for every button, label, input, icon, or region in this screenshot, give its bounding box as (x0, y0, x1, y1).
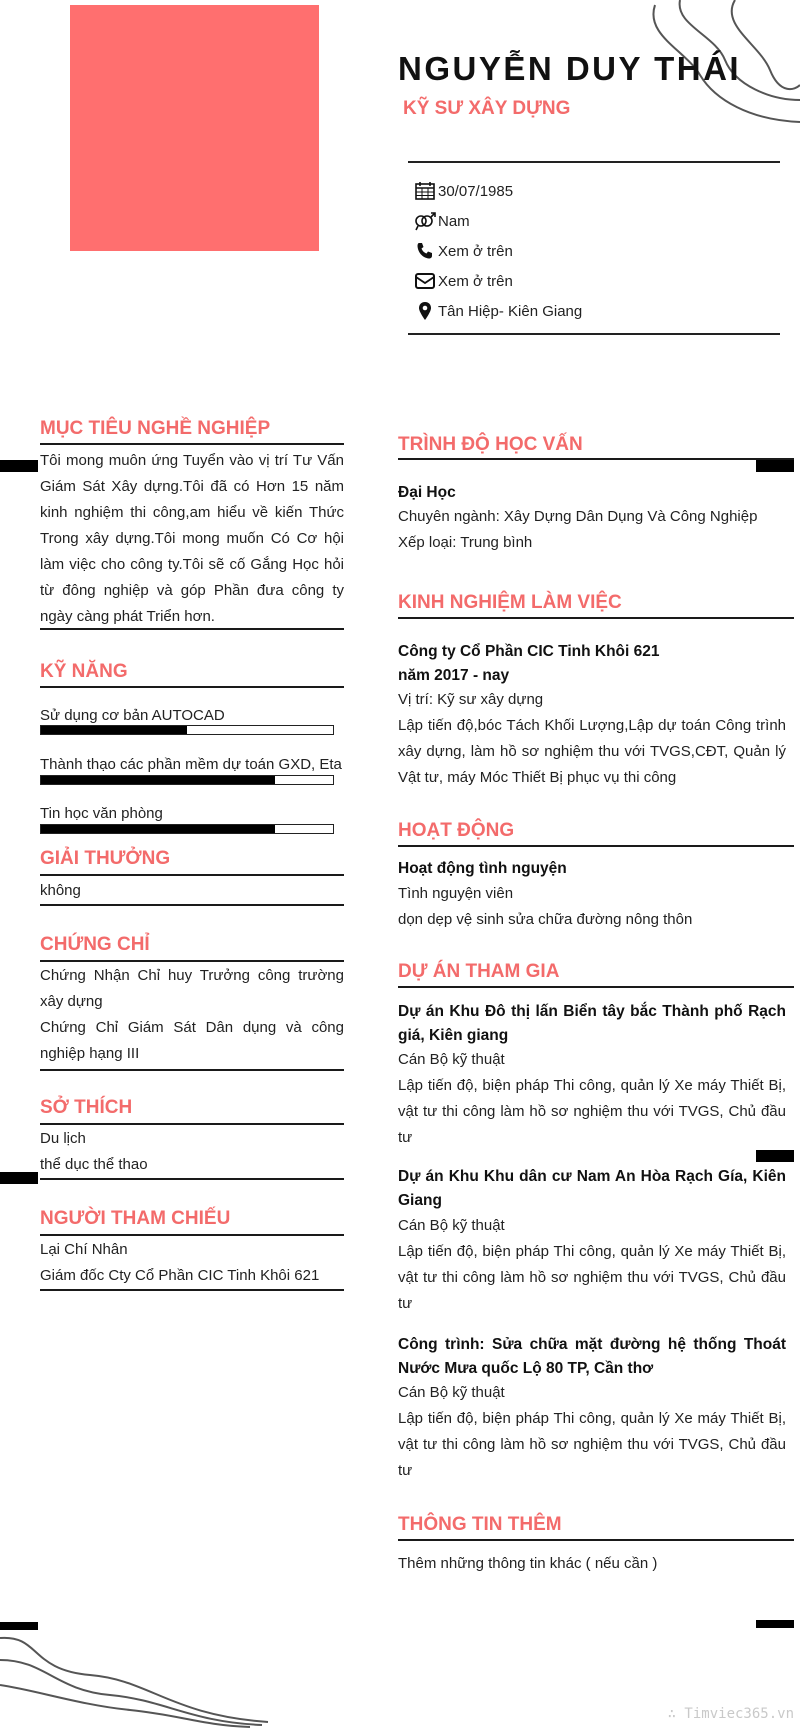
contact-row-birthdate (414, 176, 784, 206)
skill-progress-fill (41, 825, 275, 833)
section-underline (398, 845, 794, 847)
certificate-item: Chứng Nhận Chỉ huy Trưởng công trường xây dựng (40, 967, 344, 1010)
section-underline (40, 960, 344, 962)
email-icon (414, 271, 436, 291)
project-description: Lập tiến độ, biện pháp Thi công, quản lý Xe máy Thiết Bị, vật tư thi công làm hồ sơ nghiệm thu với TVGS, Chủ đầu tư (398, 1410, 786, 1479)
edge-marker (756, 460, 794, 472)
objective-text: Tôi mong muôn ứng Tuyển vào vị trí Tư Vấn Giám Sát Xây dựng.Tôi đã có Hơn 15 năm kinh nghiệm thi công,am hiểu về kiến Thức Trong xây dựng.Tôi mong muốn Có Cơ hội làm việc cho công ty.Tôi sẽ cố Gắng Học hỏi từ đông nghiệp và góp Phần đưa công ty ngày càng phát Triển hơn. (40, 452, 344, 625)
skill-label: Sử dụng cơ bản AUTOCAD (40, 707, 225, 724)
gender-icon (414, 211, 436, 231)
experience-description: Lập tiến độ,bóc Tách Khối Lượng,Lập dự toán Công trình xây dựng, làm hồ sơ nghiệm thu với TVGS,CĐT, Quản lý Vật tư, máy Móc Thiết Bị phục vụ thi công (398, 717, 786, 786)
reference-position: Giám đốc Cty Cổ Phần CIC Tinh Khôi 621 (40, 1267, 320, 1284)
birthdate-value: 30/07/1985 (438, 182, 514, 200)
section-title-education: TRÌNH ĐỘ HỌC VẤN (398, 434, 583, 455)
more-info-text: Thêm những thông tin khác ( nếu cần ) (398, 1555, 658, 1572)
section-underline (398, 617, 794, 619)
section-underline (40, 1234, 344, 1236)
section-title-more-info: THÔNG TIN THÊM (398, 1514, 562, 1535)
skill-label: Tin học văn phòng (40, 805, 163, 822)
edge-marker (0, 1172, 38, 1184)
project-name: Dự án Khu Khu dân cư Nam An Hòa Rạch Gía, Kiên Giang (398, 1168, 786, 1209)
divider (408, 333, 780, 335)
project-role: Cán Bộ kỹ thuật (398, 1051, 505, 1068)
section-underline (40, 1289, 344, 1291)
decorative-wave-lines-bottom (0, 1630, 270, 1728)
calendar-icon (414, 181, 436, 201)
project-role: Cán Bộ kỹ thuật (398, 1384, 505, 1401)
section-title-projects: DỰ ÁN THAM GIA (398, 961, 560, 982)
project-name: Công trình: Sửa chữa mặt đường hệ thống Thoát Nước Mưa quốc Lộ 80 TP, Cần thơ (398, 1336, 786, 1377)
section-underline (40, 628, 344, 630)
project-description: Lập tiến độ, biện pháp Thi công, quản lý Xe máy Thiết Bị, vật tư thi công làm hồ sơ nghiệm thu với TVGS, Chủ đầu tư (398, 1077, 786, 1146)
skill-progress-fill (41, 726, 187, 734)
section-underline (40, 686, 344, 688)
edge-marker (0, 460, 38, 472)
phone-value: Xem ở trên (438, 242, 513, 260)
project-name: Dự án Khu Đô thị lấn Biển tây bắc Thành phố Rạch giá, Kiên giang (398, 1003, 786, 1044)
education-rank: Xếp loại: Trung bình (398, 534, 533, 551)
edge-marker (756, 1150, 794, 1162)
project-description: Lập tiến độ, biện pháp Thi công, quản lý Xe máy Thiết Bị, vật tư thi công làm hồ sơ nghiệm thu với TVGS, Chủ đầu tư (398, 1243, 786, 1312)
section-underline (398, 458, 794, 460)
section-title-experience: KINH NGHIỆM LÀM VIỆC (398, 592, 622, 613)
section-title-awards: GIẢI THƯỞNG (40, 848, 171, 869)
candidate-name: NGUYỄN DUY THÁI (398, 50, 742, 87)
project-role: Cán Bộ kỹ thuật (398, 1217, 505, 1234)
edge-marker (756, 1620, 794, 1628)
awards-item: không (40, 882, 81, 899)
section-underline (398, 986, 794, 988)
location-pin-icon (414, 301, 436, 321)
contact-row-address (414, 296, 784, 326)
section-title-certificates: CHỨNG CHỈ (40, 934, 150, 955)
section-underline (40, 1069, 344, 1071)
section-title-activities: HOẠT ĐỘNG (398, 820, 515, 841)
contact-row-email (414, 266, 784, 296)
education-degree: Đại Học (398, 484, 456, 501)
site-watermark: ∴ Timviec365.vn (667, 1706, 794, 1722)
skill-progress-bar (40, 775, 334, 785)
job-title: KỸ SƯ XÂY DỰNG (403, 98, 571, 119)
email-value: Xem ở trên (438, 272, 513, 290)
section-title-objective: MỤC TIÊU NGHỀ NGHIỆP (40, 418, 271, 439)
section-underline (40, 904, 344, 906)
divider (408, 161, 780, 163)
section-underline (40, 874, 344, 876)
section-underline (40, 1178, 344, 1180)
edge-marker (0, 1622, 38, 1630)
section-title-references: NGƯỜI THAM CHIẾU (40, 1208, 231, 1229)
skill-label: Thành thạo các phần mềm dự toán GXD, Eta (40, 756, 342, 773)
gender-value: Nam (438, 212, 470, 230)
contact-info (414, 176, 784, 326)
phone-icon (414, 241, 436, 261)
section-title-skills: KỸ NĂNG (40, 661, 128, 682)
education-major: Chuyên ngành: Xây Dựng Dân Dụng Và Công Nghiệp (398, 508, 758, 525)
experience-period: năm 2017 - nay (398, 667, 510, 684)
experience-position: Vị trí: Kỹ sư xây dựng (398, 691, 544, 708)
reference-name: Lại Chí Nhân (40, 1241, 128, 1258)
skill-progress-bar (40, 725, 334, 735)
activity-description: dọn dẹp vệ sinh sửa chữa đường nông thôn (398, 911, 693, 928)
skill-progress-bar (40, 824, 334, 834)
activity-role: Tình nguyện viên (398, 885, 514, 902)
hobby-item: thể dục thể thao (40, 1156, 148, 1173)
contact-row-gender (414, 206, 784, 236)
section-underline (40, 1123, 344, 1125)
section-underline (398, 1539, 794, 1541)
contact-row-phone (414, 236, 784, 266)
certificate-item: Chứng Chỉ Giám Sát Dân dụng và công nghiệp hạng III (40, 1019, 344, 1062)
activity-name: Hoạt động tình nguyện (398, 860, 567, 877)
experience-company: Công ty Cổ Phần CIC Tinh Khôi 621 (398, 643, 660, 660)
skill-progress-fill (41, 776, 275, 784)
address-value: Tân Hiệp- Kiên Giang (438, 302, 583, 320)
section-underline (40, 443, 344, 445)
hobby-item: Du lịch (40, 1130, 86, 1147)
section-title-hobbies: SỞ THÍCH (40, 1097, 133, 1118)
profile-photo (70, 5, 319, 251)
